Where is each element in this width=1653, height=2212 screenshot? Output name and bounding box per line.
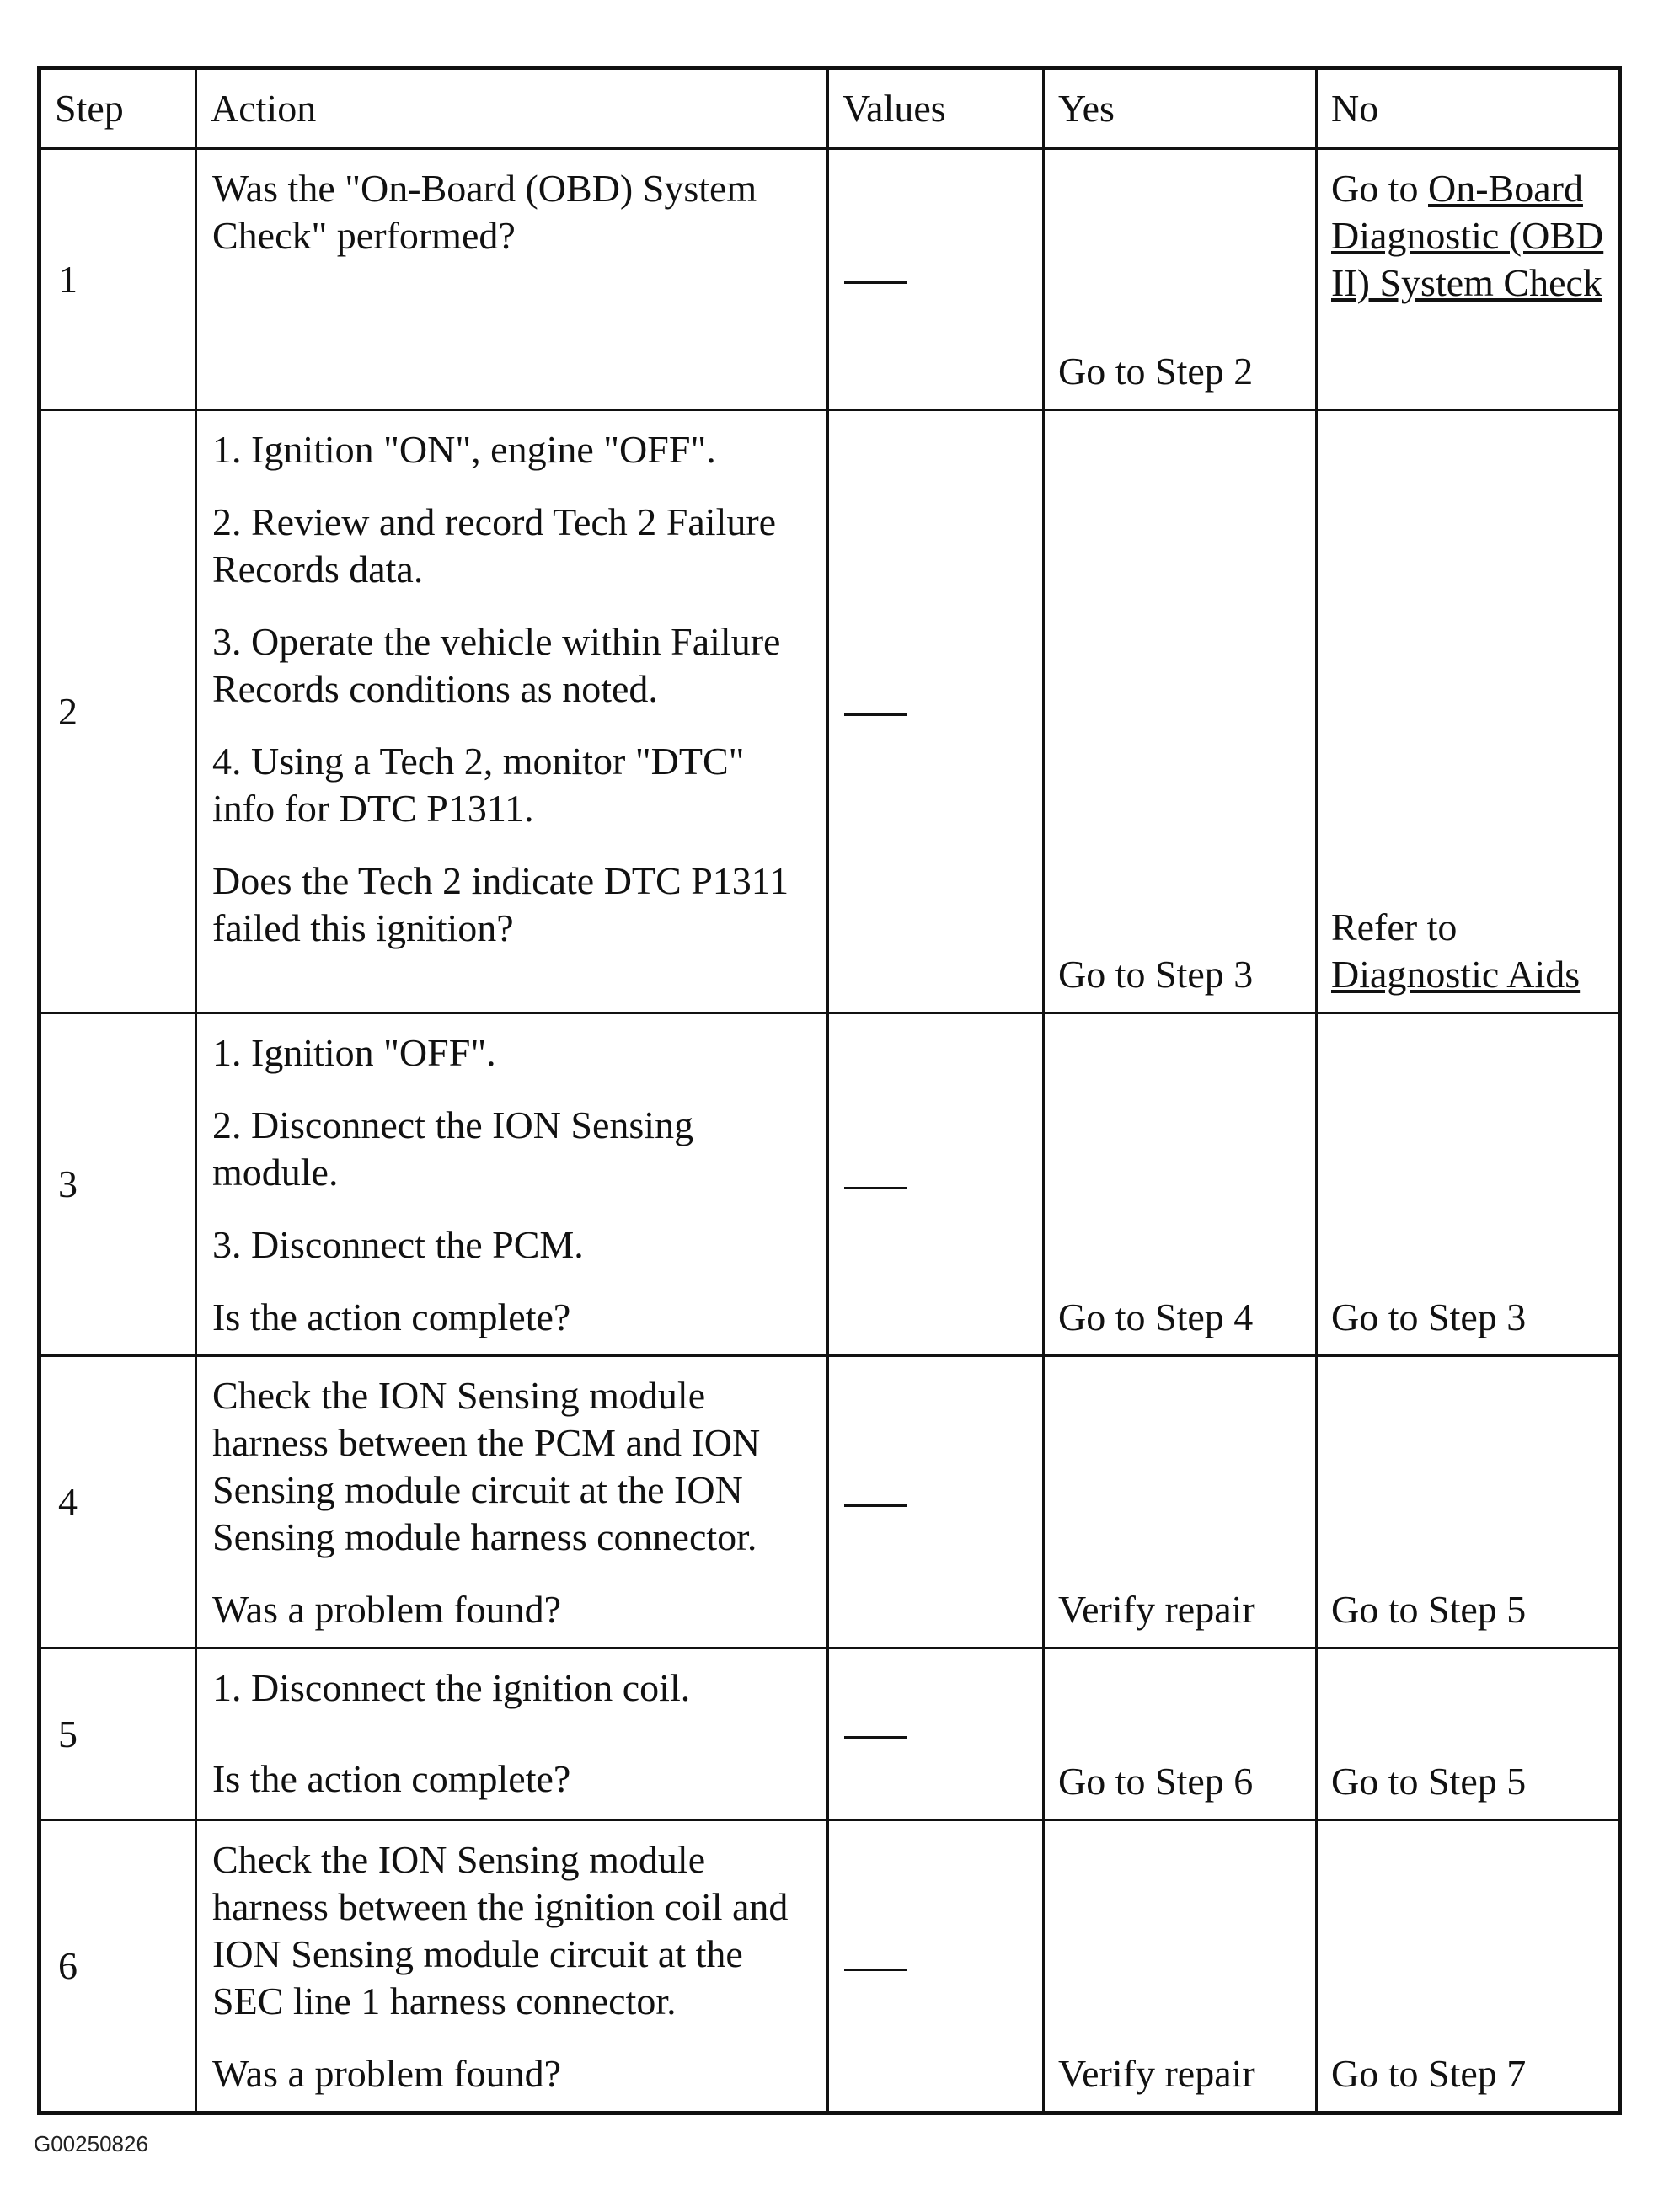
yes-cell: Verify repair xyxy=(1044,1820,1317,2113)
table-row xyxy=(40,1820,1620,2113)
action-cell xyxy=(196,1013,828,1356)
header-values: Values xyxy=(828,68,1044,149)
action-text: Check the ION Sensing module harness between the ignition coil and ION Sensing module circuit at the SEC line 1 harness connector. xyxy=(212,1838,789,2022)
action-text: Was a problem found? xyxy=(212,1588,561,1631)
header-step: Step xyxy=(40,68,196,149)
table-row xyxy=(40,1648,1620,1820)
action-cell xyxy=(196,1356,828,1648)
values-cell xyxy=(828,410,1044,1013)
step-number: 5 xyxy=(40,1648,196,1820)
no-cell: Go to Step 3 xyxy=(1317,1013,1620,1356)
no-cell: Go to Step 7 xyxy=(1317,1820,1620,2113)
values-cell xyxy=(828,149,1044,410)
diagnostic-table xyxy=(37,66,1622,2115)
values-dash xyxy=(844,281,907,284)
step-number: 4 xyxy=(40,1356,196,1648)
values-dash xyxy=(844,1969,907,1971)
no-cell xyxy=(1317,149,1620,410)
values-cell xyxy=(828,1648,1044,1820)
header-yes: Yes xyxy=(1044,68,1317,149)
action-cell xyxy=(196,149,828,410)
values-cell xyxy=(828,1820,1044,2113)
action-text: 3. Disconnect the PCM. xyxy=(212,1223,584,1266)
table-row xyxy=(40,1356,1620,1648)
table-row xyxy=(40,410,1620,1013)
step-number: 1 xyxy=(40,149,196,410)
no-prefix: Go to xyxy=(1331,167,1428,210)
values-cell xyxy=(828,1013,1044,1356)
table-row xyxy=(40,149,1620,410)
no-cell: Go to Step 5 xyxy=(1317,1356,1620,1648)
values-dash xyxy=(844,1504,907,1507)
action-text: 2. Disconnect the ION Sensing module. xyxy=(212,1103,694,1194)
action-text: 1. Ignition "ON", engine "OFF". xyxy=(212,428,716,471)
obd-system-check-link[interactable]: On-Board Diagnostic (OBD II) System Check xyxy=(1331,167,1604,304)
action-text: Was the "On-Board (OBD) System Check" performed? xyxy=(212,167,757,257)
yes-cell: Go to Step 6 xyxy=(1044,1648,1317,1820)
header-action: Action xyxy=(196,68,828,149)
yes-cell: Go to Step 4 xyxy=(1044,1013,1317,1356)
action-cell xyxy=(196,1648,828,1820)
header-row xyxy=(40,68,1620,149)
values-cell xyxy=(828,1356,1044,1648)
no-prefix: Refer to xyxy=(1331,906,1458,948)
table-row xyxy=(40,1013,1620,1356)
action-text: 3. Operate the vehicle within Failure Records conditions as noted. xyxy=(212,620,781,710)
yes-cell: Go to Step 3 xyxy=(1044,410,1317,1013)
values-dash xyxy=(844,1187,907,1189)
action-text: 2. Review and record Tech 2 Failure Records data. xyxy=(212,500,777,590)
action-text: 1. Ignition "OFF". xyxy=(212,1031,496,1074)
yes-cell: Go to Step 2 xyxy=(1044,149,1317,410)
step-number: 6 xyxy=(40,1820,196,2113)
action-text: Does the Tech 2 indicate DTC P1311 failed this ignition? xyxy=(212,859,789,949)
yes-cell: Verify repair xyxy=(1044,1356,1317,1648)
values-dash xyxy=(844,713,907,716)
no-cell: Go to Step 5 xyxy=(1317,1648,1620,1820)
values-dash xyxy=(844,1736,907,1739)
step-number: 3 xyxy=(40,1013,196,1356)
header-no: No xyxy=(1317,68,1620,149)
action-text: 1. Disconnect the ignition coil. xyxy=(212,1666,691,1709)
no-cell xyxy=(1317,410,1620,1013)
action-text: Check the ION Sensing module harness between the PCM and ION Sensing module circuit at the ION Sensing module harness connector. xyxy=(212,1374,761,1558)
action-cell xyxy=(196,1820,828,2113)
diagnostic-aids-link[interactable]: Diagnostic Aids xyxy=(1331,953,1581,996)
action-cell xyxy=(196,410,828,1013)
action-text: 4. Using a Tech 2, monitor "DTC" info for DTC P1311. xyxy=(212,740,745,830)
step-number: 2 xyxy=(40,410,196,1013)
action-text: Was a problem found? xyxy=(212,2052,561,2095)
action-text: Is the action complete? xyxy=(212,1757,571,1800)
action-text: Is the action complete? xyxy=(212,1296,571,1338)
figure-id: G00250826 xyxy=(34,2131,148,2156)
